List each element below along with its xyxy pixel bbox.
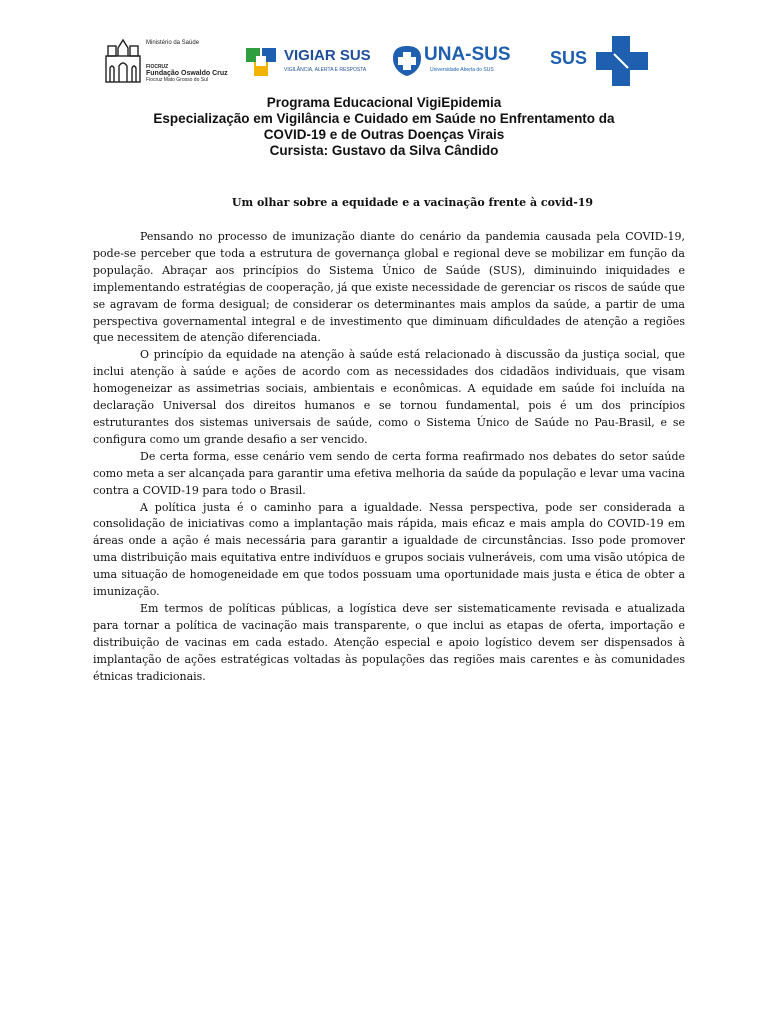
fiocruz-logo — [104, 30, 232, 90]
paragraph: De certa forma, esse cenário vem sendo de certa forma reafirmado nos debates do setor saúde como meta a ser alcançada para garantir uma efetiva melhoria da saúde da população e levar uma vacina contra a COVID-19 para todo o Brasil. — [93, 449, 685, 497]
fiocruz-castle-icon — [104, 36, 142, 84]
una-sus-tagline: Universidade Aberta do SUS — [430, 67, 494, 73]
program-title: Programa Educacional VigiEpidemia — [266, 95, 502, 110]
paragraph: Em termos de políticas públicas, a logística deve ser sistematicamente revisada e atualizada para tornar a política de vacinação mais transparente, o que inclui as etapas de oferta, importação e distribuição de vacinas em cada estado. Atenção especial e apoio logístico devem ser dispensados à implantação de ações estratégicas voltadas às populações das regiões mais carentes e às comunidades étnicas tradicionais. — [93, 601, 685, 683]
vigiar-sus-name: VIGIAR SUS — [284, 47, 371, 64]
paragraph: O princípio da equidade na atenção à saúde está relacionado à discussão da justiça social, que inclui atenção à saúde e ações de acordo com as necessidades dos cidadãos individuais, que visam homogeneizar as assimetrias sociais, ambientais e econômicas. A equidade em saúde foi incluída na declaração Universal dos direitos humanos e se tornou fundamental, pois é um dos princípios estruturantes dos sistemas universais de saúde, como o Sistema Único de Saúde no Pau-Brasil, e se configura como um grande desafio a ser vencido. — [93, 348, 685, 446]
fiocruz-label: FIOCRUZ — [146, 64, 169, 70]
vigiar-sus-tagline: VIGILÂNCIA, ALERTA E RESPOSTA — [284, 67, 367, 73]
una-sus-shield-icon — [390, 44, 424, 78]
sus-name: SUS — [550, 48, 588, 68]
specialization-title-line2: COVID-19 e de Outras Doenças Virais — [263, 127, 505, 142]
fiocruz-unit: Fiocruz Mato Grosso do Sul — [146, 77, 208, 83]
logo-bar — [104, 30, 684, 90]
vigiar-sus-logo — [244, 30, 384, 90]
document-body — [93, 229, 685, 685]
vigiar-cross-icon — [244, 44, 280, 78]
una-sus-logo — [390, 30, 540, 90]
document-title: Um olhar sobre a equidade e a vacinação frente à covid-19 — [231, 196, 594, 209]
sus-cross-icon — [594, 34, 650, 88]
sus-logo — [550, 30, 660, 90]
una-sus-name: UNA-SUS — [424, 44, 511, 65]
fiocruz-name: Fundação Oswaldo Cruz — [146, 70, 228, 77]
specialization-title-line1: Especialização em Vigilância e Cuidado em Saúde no Enfrentamento da — [153, 111, 615, 126]
ministry-label: Ministério da Saúde — [146, 40, 200, 46]
paragraph: Pensando no processo de imunização diante do cenário da pandemia causada pela COVID-19, pode-se perceber que toda a estrutura de governança global e regional deve se mobilizar em função da população. Abraçar aos princípios do Sistema Único de Saúde (SUS), diminuindo iniquidades e implementando estratégias de cooperação, já que existe necessidade de gerenciar os riscos de saúde que se agravam de forma desigual; de considerar os determinantes mais amplos da saúde, a partir de uma perspectiva governamental integral e de investimento que diminuam dificuldades de atenção a regiões que necessitem de atenção diferenciada. — [93, 230, 685, 345]
student-name: Cursista: Gustavo da Silva Cândido — [269, 143, 499, 158]
paragraph: A política justa é o caminho para a igualdade. Nessa perspectiva, pode ser considerada a consolidação de iniciativas como a implantação mais rápida, mais eficaz e mais ampla do COVID-19 em áreas onde a ação é mais necessária para garantir a igualdade de circunstâncias. Isso pode promover uma distribuição mais equitativa entre indivíduos e grupos sociais vulneráveis, com uma visão utópica de uma situação de homogeneidade em que todos possuam uma oportunidade mais justa e ética de obter a imunização. — [93, 500, 685, 599]
program-header — [104, 95, 664, 159]
